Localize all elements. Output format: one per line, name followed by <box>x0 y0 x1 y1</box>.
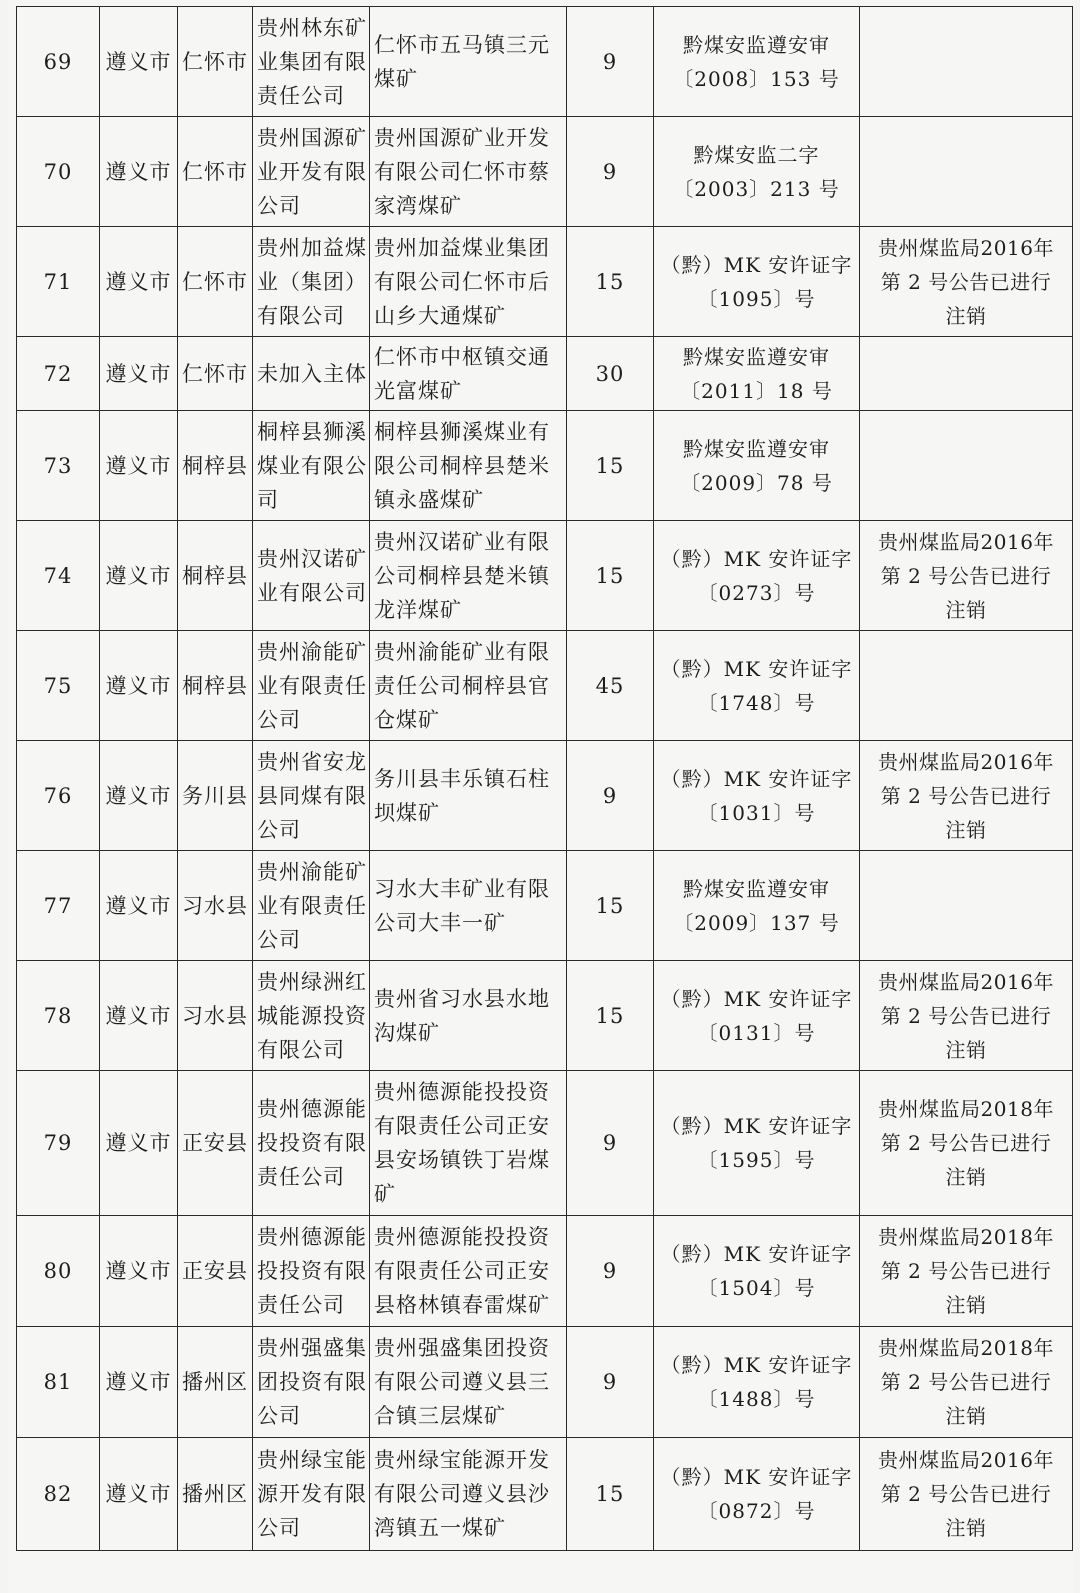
capacity-cell: 15 <box>567 961 654 1071</box>
note-line: 注销 <box>945 1404 987 1428</box>
license-line: （黔）MK 安许证字 <box>660 1114 853 1138</box>
note-line: 第 2 号公告已进行 <box>880 1370 1052 1394</box>
mine-name-cell: 仁怀市五马镇三元煤矿 <box>370 7 567 117</box>
company-cell: 贵州林东矿业集团有限责任公司 <box>253 7 370 117</box>
note-line: 第 2 号公告已进行 <box>880 783 1052 808</box>
note-line: 贵州煤监局2018年 <box>878 1225 1054 1249</box>
county-cell: 正安县 <box>178 1071 253 1216</box>
city-cell: 遵义市 <box>100 1216 178 1327</box>
license-line: 〔2008〕153 号 <box>673 66 840 91</box>
city-cell: 遵义市 <box>100 961 178 1071</box>
capacity-cell: 15 <box>567 227 654 337</box>
license-line: 〔1748〕号 <box>697 690 816 715</box>
note-line: 第 2 号公告已进行 <box>880 269 1052 294</box>
mine-name-cell: 贵州强盛集团投资有限公司遵义县三合镇三层煤矿 <box>370 1327 567 1438</box>
company-cell: 桐梓县狮溪煤业有限公司 <box>253 411 370 521</box>
note-cell <box>860 337 1073 411</box>
license-line: （黔）MK 安许证字 <box>660 1465 853 1489</box>
note-line: 注销 <box>945 597 987 622</box>
county-cell: 桐梓县 <box>178 521 253 631</box>
license-cell <box>654 337 860 411</box>
note-cell <box>860 7 1073 117</box>
note-line: 贵州煤监局2016年 <box>878 749 1054 774</box>
license-line: （黔）MK 安许证字 <box>660 986 853 1011</box>
table-row <box>17 1216 1073 1327</box>
county-cell: 播州区 <box>178 1438 253 1551</box>
license-line: 〔1504〕号 <box>697 1276 816 1300</box>
license-line: 〔2009〕78 号 <box>680 470 833 495</box>
license-line: 〔1595〕号 <box>697 1148 816 1172</box>
row-number: 70 <box>17 117 100 227</box>
license-cell <box>654 1327 860 1438</box>
license-cell <box>654 1071 860 1216</box>
mine-name-cell: 贵州加益煤业集团有限公司仁怀市后山乡大通煤矿 <box>370 227 567 337</box>
city-cell: 遵义市 <box>100 117 178 227</box>
license-line: 〔1095〕号 <box>697 286 816 311</box>
note-cell <box>860 1438 1073 1551</box>
county-cell: 仁怀市 <box>178 117 253 227</box>
mine-name-cell: 桐梓县狮溪煤业有限公司桐梓县楚米镇永盛煤矿 <box>370 411 567 521</box>
license-cell <box>654 227 860 337</box>
company-cell: 未加入主体 <box>253 337 370 411</box>
note-line: 第 2 号公告已进行 <box>880 1259 1052 1283</box>
table-row <box>17 117 1073 227</box>
license-line: （黔）MK 安许证字 <box>660 252 853 277</box>
note-line: 注销 <box>945 1293 987 1317</box>
note-line: 贵州煤监局2018年 <box>878 1097 1054 1121</box>
mine-name-cell: 贵州绿宝能源开发有限公司遵义县沙湾镇五一煤矿 <box>370 1438 567 1551</box>
note-line: 注销 <box>945 817 987 842</box>
capacity-cell: 15 <box>567 521 654 631</box>
mine-name-cell: 贵州渝能矿业有限责任公司桐梓县官仓煤矿 <box>370 631 567 741</box>
city-cell: 遵义市 <box>100 227 178 337</box>
capacity-cell: 9 <box>567 741 654 851</box>
license-cell <box>654 411 860 521</box>
note-line: 贵州煤监局2016年 <box>878 235 1054 260</box>
note-line: 第 2 号公告已进行 <box>880 1003 1052 1028</box>
company-cell: 贵州渝能矿业有限责任公司 <box>253 851 370 961</box>
note-line: 贵州煤监局2016年 <box>878 529 1054 554</box>
mine-name-cell: 仁怀市中枢镇交通光富煤矿 <box>370 337 567 411</box>
mine-name-cell: 习水大丰矿业有限公司大丰一矿 <box>370 851 567 961</box>
row-number: 77 <box>17 851 100 961</box>
note-cell <box>860 741 1073 851</box>
license-line: （黔）MK 安许证字 <box>660 656 853 681</box>
city-cell: 遵义市 <box>100 7 178 117</box>
company-cell: 贵州绿宝能源开发有限公司 <box>253 1438 370 1551</box>
mine-name-cell: 贵州国源矿业开发有限公司仁怀市蔡家湾煤矿 <box>370 117 567 227</box>
license-line: 〔1488〕号 <box>697 1387 816 1411</box>
license-line: 〔2003〕213 号 <box>673 176 840 201</box>
license-cell <box>654 851 860 961</box>
license-cell <box>654 117 860 227</box>
note-cell <box>860 521 1073 631</box>
company-cell: 贵州德源能投投资有限责任公司 <box>253 1216 370 1327</box>
table-row <box>17 337 1073 411</box>
note-cell <box>860 117 1073 227</box>
county-cell: 仁怀市 <box>178 7 253 117</box>
license-line: 〔0131〕号 <box>697 1020 816 1045</box>
table-row <box>17 521 1073 631</box>
company-cell: 贵州渝能矿业有限责任公司 <box>253 631 370 741</box>
note-cell <box>860 961 1073 1071</box>
license-line: 〔2011〕18 号 <box>680 378 833 403</box>
note-cell <box>860 1327 1073 1438</box>
capacity-cell: 15 <box>567 411 654 521</box>
license-cell <box>654 7 860 117</box>
note-cell <box>860 1071 1073 1216</box>
company-cell: 贵州强盛集团投资有限公司 <box>253 1327 370 1438</box>
note-cell <box>860 631 1073 741</box>
note-line: 注销 <box>945 1037 987 1062</box>
capacity-cell: 9 <box>567 1327 654 1438</box>
license-line: 黔煤安监遵安审 <box>683 344 830 369</box>
mine-name-cell: 贵州德源能投投资有限责任公司正安县格林镇春雷煤矿 <box>370 1216 567 1327</box>
license-line: 黔煤安监遵安审 <box>683 436 830 461</box>
license-line: 〔0273〕号 <box>697 580 816 605</box>
license-line: （黔）MK 安许证字 <box>660 766 853 791</box>
mine-name-cell: 贵州德源能投投资有限责任公司正安县安场镇铁丁岩煤矿 <box>370 1071 567 1216</box>
table-body <box>17 7 1073 1551</box>
table-row <box>17 1438 1073 1551</box>
city-cell: 遵义市 <box>100 631 178 741</box>
row-number: 71 <box>17 227 100 337</box>
company-cell: 贵州绿洲红城能源投资有限公司 <box>253 961 370 1071</box>
city-cell: 遵义市 <box>100 851 178 961</box>
row-number: 82 <box>17 1438 100 1551</box>
note-line: 第 2 号公告已进行 <box>880 563 1052 588</box>
license-cell <box>654 741 860 851</box>
county-cell: 正安县 <box>178 1216 253 1327</box>
table-row <box>17 1327 1073 1438</box>
city-cell: 遵义市 <box>100 1071 178 1216</box>
note-line: 贵州煤监局2018年 <box>878 1336 1054 1360</box>
table-row <box>17 961 1073 1071</box>
company-cell: 贵州汉诺矿业有限公司 <box>253 521 370 631</box>
city-cell: 遵义市 <box>100 1438 178 1551</box>
table-row <box>17 411 1073 521</box>
mine-name-cell: 贵州省习水县水地沟煤矿 <box>370 961 567 1071</box>
capacity-cell: 9 <box>567 117 654 227</box>
county-cell: 播州区 <box>178 1327 253 1438</box>
note-cell <box>860 1216 1073 1327</box>
company-cell: 贵州国源矿业开发有限公司 <box>253 117 370 227</box>
license-line: （黔）MK 安许证字 <box>660 1242 853 1266</box>
county-cell: 仁怀市 <box>178 227 253 337</box>
capacity-cell: 9 <box>567 1071 654 1216</box>
table-row <box>17 7 1073 117</box>
city-cell: 遵义市 <box>100 337 178 411</box>
license-cell <box>654 1438 860 1551</box>
county-cell: 习水县 <box>178 961 253 1071</box>
row-number: 72 <box>17 337 100 411</box>
table-row <box>17 851 1073 961</box>
company-cell: 贵州德源能投投资有限责任公司 <box>253 1071 370 1216</box>
row-number: 74 <box>17 521 100 631</box>
mine-name-cell: 贵州汉诺矿业有限公司桐梓县楚米镇龙洋煤矿 <box>370 521 567 631</box>
county-cell: 习水县 <box>178 851 253 961</box>
license-line: （黔）MK 安许证字 <box>660 546 853 571</box>
note-line: 第 2 号公告已进行 <box>880 1131 1052 1155</box>
license-cell <box>654 631 860 741</box>
license-cell <box>654 1216 860 1327</box>
table-row <box>17 741 1073 851</box>
license-line: 〔1031〕号 <box>697 800 816 825</box>
row-number: 75 <box>17 631 100 741</box>
note-cell <box>860 411 1073 521</box>
license-cell <box>654 961 860 1071</box>
note-line: 第 2 号公告已进行 <box>880 1482 1052 1506</box>
county-cell: 仁怀市 <box>178 337 253 411</box>
capacity-cell: 30 <box>567 337 654 411</box>
document-page <box>8 0 1074 1593</box>
note-line: 贵州煤监局2016年 <box>878 1448 1054 1472</box>
mine-name-cell: 务川县丰乐镇石柱坝煤矿 <box>370 741 567 851</box>
city-cell: 遵义市 <box>100 741 178 851</box>
table-row <box>17 631 1073 741</box>
coal-mine-table <box>16 6 1073 1551</box>
note-line: 注销 <box>945 303 987 328</box>
row-number: 80 <box>17 1216 100 1327</box>
license-line: （黔）MK 安许证字 <box>660 1353 853 1377</box>
license-line: 黔煤安监遵安审 <box>683 876 830 901</box>
license-line: 〔0872〕号 <box>697 1499 816 1523</box>
license-line: 黔煤安监遵安审 <box>683 32 830 57</box>
capacity-cell: 9 <box>567 1216 654 1327</box>
row-number: 79 <box>17 1071 100 1216</box>
company-cell: 贵州省安龙县同煤有限公司 <box>253 741 370 851</box>
note-cell <box>860 851 1073 961</box>
capacity-cell: 15 <box>567 851 654 961</box>
license-cell <box>654 521 860 631</box>
note-line: 注销 <box>945 1165 987 1189</box>
row-number: 69 <box>17 7 100 117</box>
note-line: 贵州煤监局2016年 <box>878 969 1054 994</box>
license-line: 〔2009〕137 号 <box>673 910 840 935</box>
county-cell: 桐梓县 <box>178 631 253 741</box>
capacity-cell: 15 <box>567 1438 654 1551</box>
capacity-cell: 45 <box>567 631 654 741</box>
capacity-cell: 9 <box>567 7 654 117</box>
table-row <box>17 227 1073 337</box>
city-cell: 遵义市 <box>100 521 178 631</box>
table-row <box>17 1071 1073 1216</box>
row-number: 76 <box>17 741 100 851</box>
city-cell: 遵义市 <box>100 1327 178 1438</box>
county-cell: 务川县 <box>178 741 253 851</box>
row-number: 78 <box>17 961 100 1071</box>
license-line: 黔煤安监二字 <box>693 142 820 167</box>
note-line: 注销 <box>945 1516 987 1540</box>
county-cell: 桐梓县 <box>178 411 253 521</box>
row-number: 73 <box>17 411 100 521</box>
city-cell: 遵义市 <box>100 411 178 521</box>
note-cell <box>860 227 1073 337</box>
row-number: 81 <box>17 1327 100 1438</box>
company-cell: 贵州加益煤业（集团）有限公司 <box>253 227 370 337</box>
